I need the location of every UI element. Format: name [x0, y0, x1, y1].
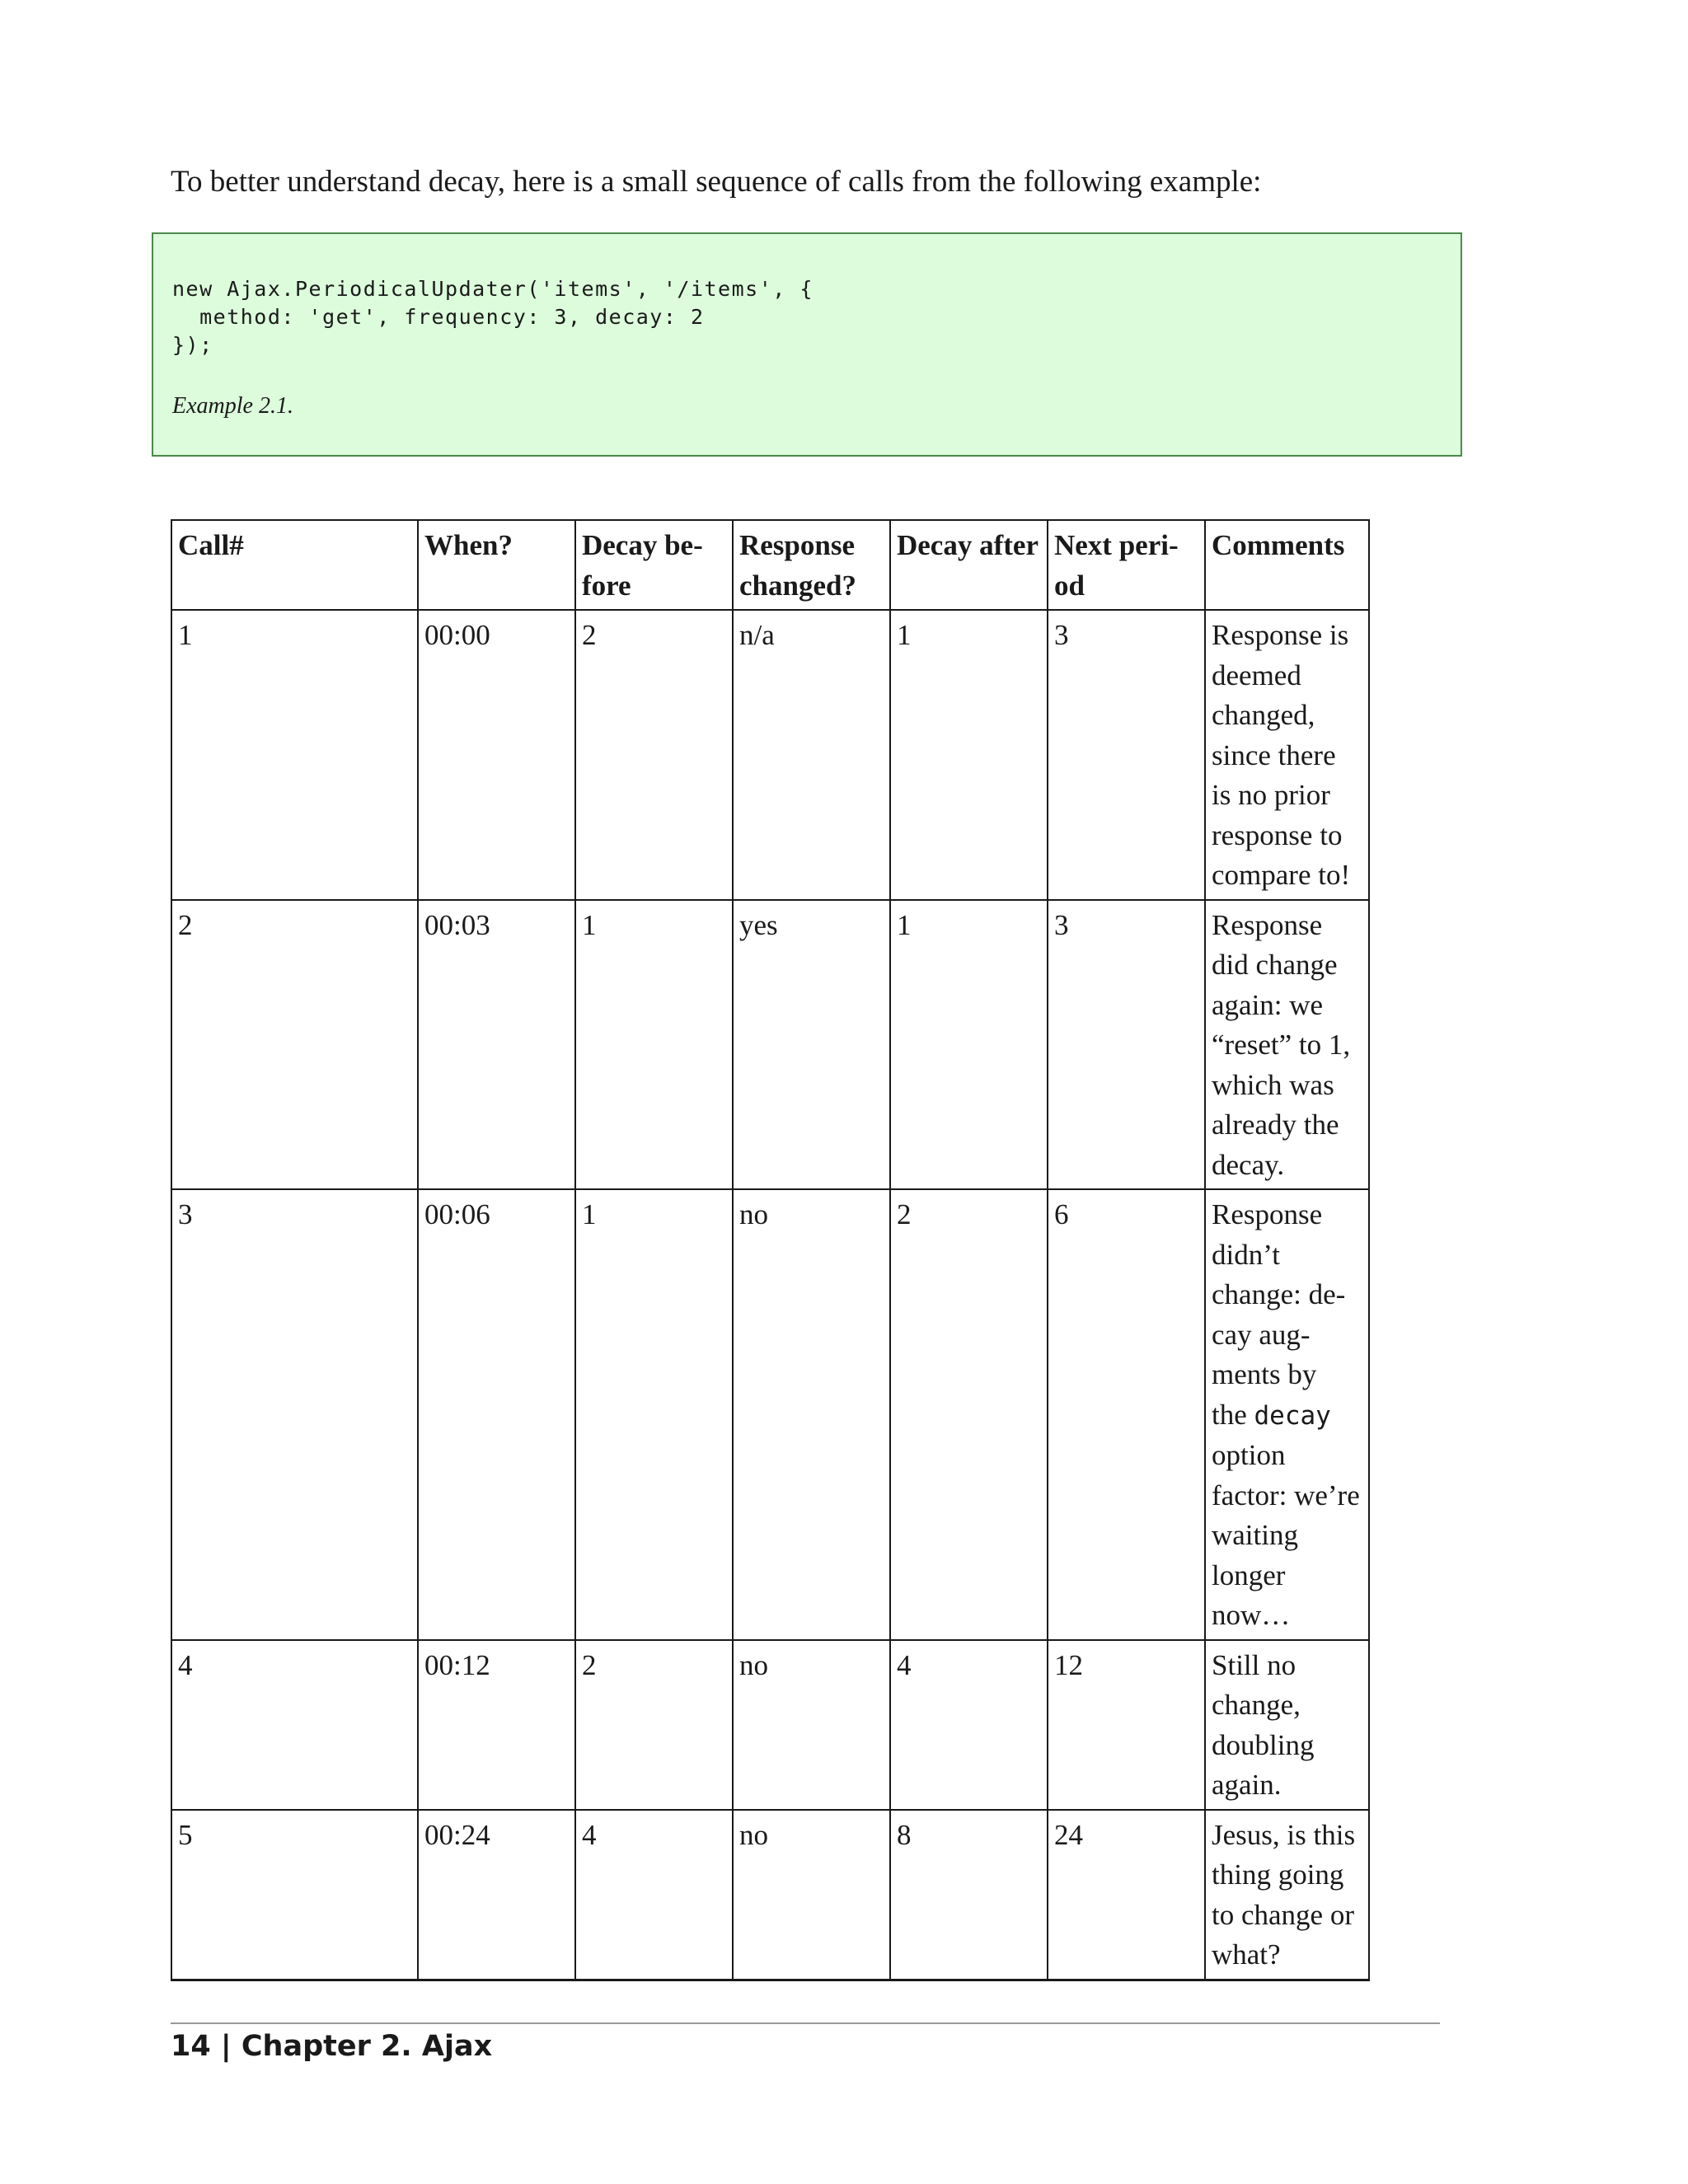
when-cell: 00:06 [418, 1189, 575, 1640]
header-when: When? [418, 520, 575, 610]
call-number-cell: 2 [171, 900, 418, 1190]
decay-before-cell: 4 [575, 1810, 733, 1980]
decay-option-code: decay [1254, 1400, 1331, 1431]
response-changed-cell: yes [733, 900, 890, 1190]
header-call-number: Call# [171, 520, 418, 610]
decay-before-cell: 1 [575, 900, 733, 1190]
header-next-period: Next peri- od [1048, 520, 1205, 610]
decay-before-cell: 2 [575, 610, 733, 900]
response-changed-cell: no [733, 1189, 890, 1640]
next-period-cell: 3 [1048, 610, 1205, 900]
code-listing [172, 275, 814, 359]
comment-cell: Response did change again: we “reset” to 1, which was already the decay. [1205, 900, 1369, 1190]
response-changed-cell: n/a [733, 610, 890, 900]
code-line: }); [172, 333, 213, 357]
intro-paragraph: To better understand decay, here is a small sequence of calls from the following example: [171, 165, 1262, 199]
call-number-cell: 4 [171, 1640, 418, 1810]
next-period-cell: 24 [1048, 1810, 1205, 1980]
response-changed-cell: no [733, 1640, 890, 1810]
response-changed-cell: no [733, 1810, 890, 1980]
header-decay-after: Decay after [890, 520, 1048, 610]
decay-before-cell: 2 [575, 1640, 733, 1810]
header-comments: Comments [1205, 520, 1369, 610]
footer-rule [171, 2022, 1440, 2024]
page-footer: 14 | Chapter 2. Ajax [171, 2030, 493, 2063]
code-example-box [152, 232, 1462, 457]
comment-cell: Response didn’t change: de- cay aug- ments by the decay option factor: we’re waiting longer now… [1205, 1189, 1369, 1640]
comment-cell: Jesus, is this thing going to change or what? [1205, 1810, 1369, 1980]
next-period-cell: 3 [1048, 900, 1205, 1190]
when-cell: 00:24 [418, 1810, 575, 1980]
decay-before-cell: 1 [575, 1189, 733, 1640]
table-row [171, 1640, 1369, 1810]
when-cell: 00:12 [418, 1640, 575, 1810]
header-decay-before: Decay be- fore [575, 520, 733, 610]
call-number-cell: 3 [171, 1189, 418, 1640]
next-period-cell: 12 [1048, 1640, 1205, 1810]
decay-table [171, 519, 1370, 1981]
decay-after-cell: 1 [890, 610, 1048, 900]
table-row [171, 610, 1369, 900]
when-cell: 00:03 [418, 900, 575, 1190]
table-header-row [171, 520, 1369, 610]
comment-cell: Response is deemed changed, since there is no prior response to compare to! [1205, 610, 1369, 900]
next-period-cell: 6 [1048, 1189, 1205, 1640]
call-number-cell: 5 [171, 1810, 418, 1980]
table-row [171, 900, 1369, 1190]
code-line: method: 'get', frequency: 3, decay: 2 [172, 305, 705, 329]
decay-after-cell: 8 [890, 1810, 1048, 1980]
when-cell: 00:00 [418, 610, 575, 900]
decay-after-cell: 4 [890, 1640, 1048, 1810]
code-line: new Ajax.PeriodicalUpdater('items', '/items', { [172, 277, 814, 301]
table-row [171, 1810, 1369, 1980]
header-response-changed: Response changed? [733, 520, 890, 610]
decay-after-cell: 1 [890, 900, 1048, 1190]
table-row [171, 1189, 1369, 1640]
call-number-cell: 1 [171, 610, 418, 900]
example-caption: Example 2.1. [172, 393, 293, 419]
decay-after-cell: 2 [890, 1189, 1048, 1640]
comment-cell: Still no change, doubling again. [1205, 1640, 1369, 1810]
